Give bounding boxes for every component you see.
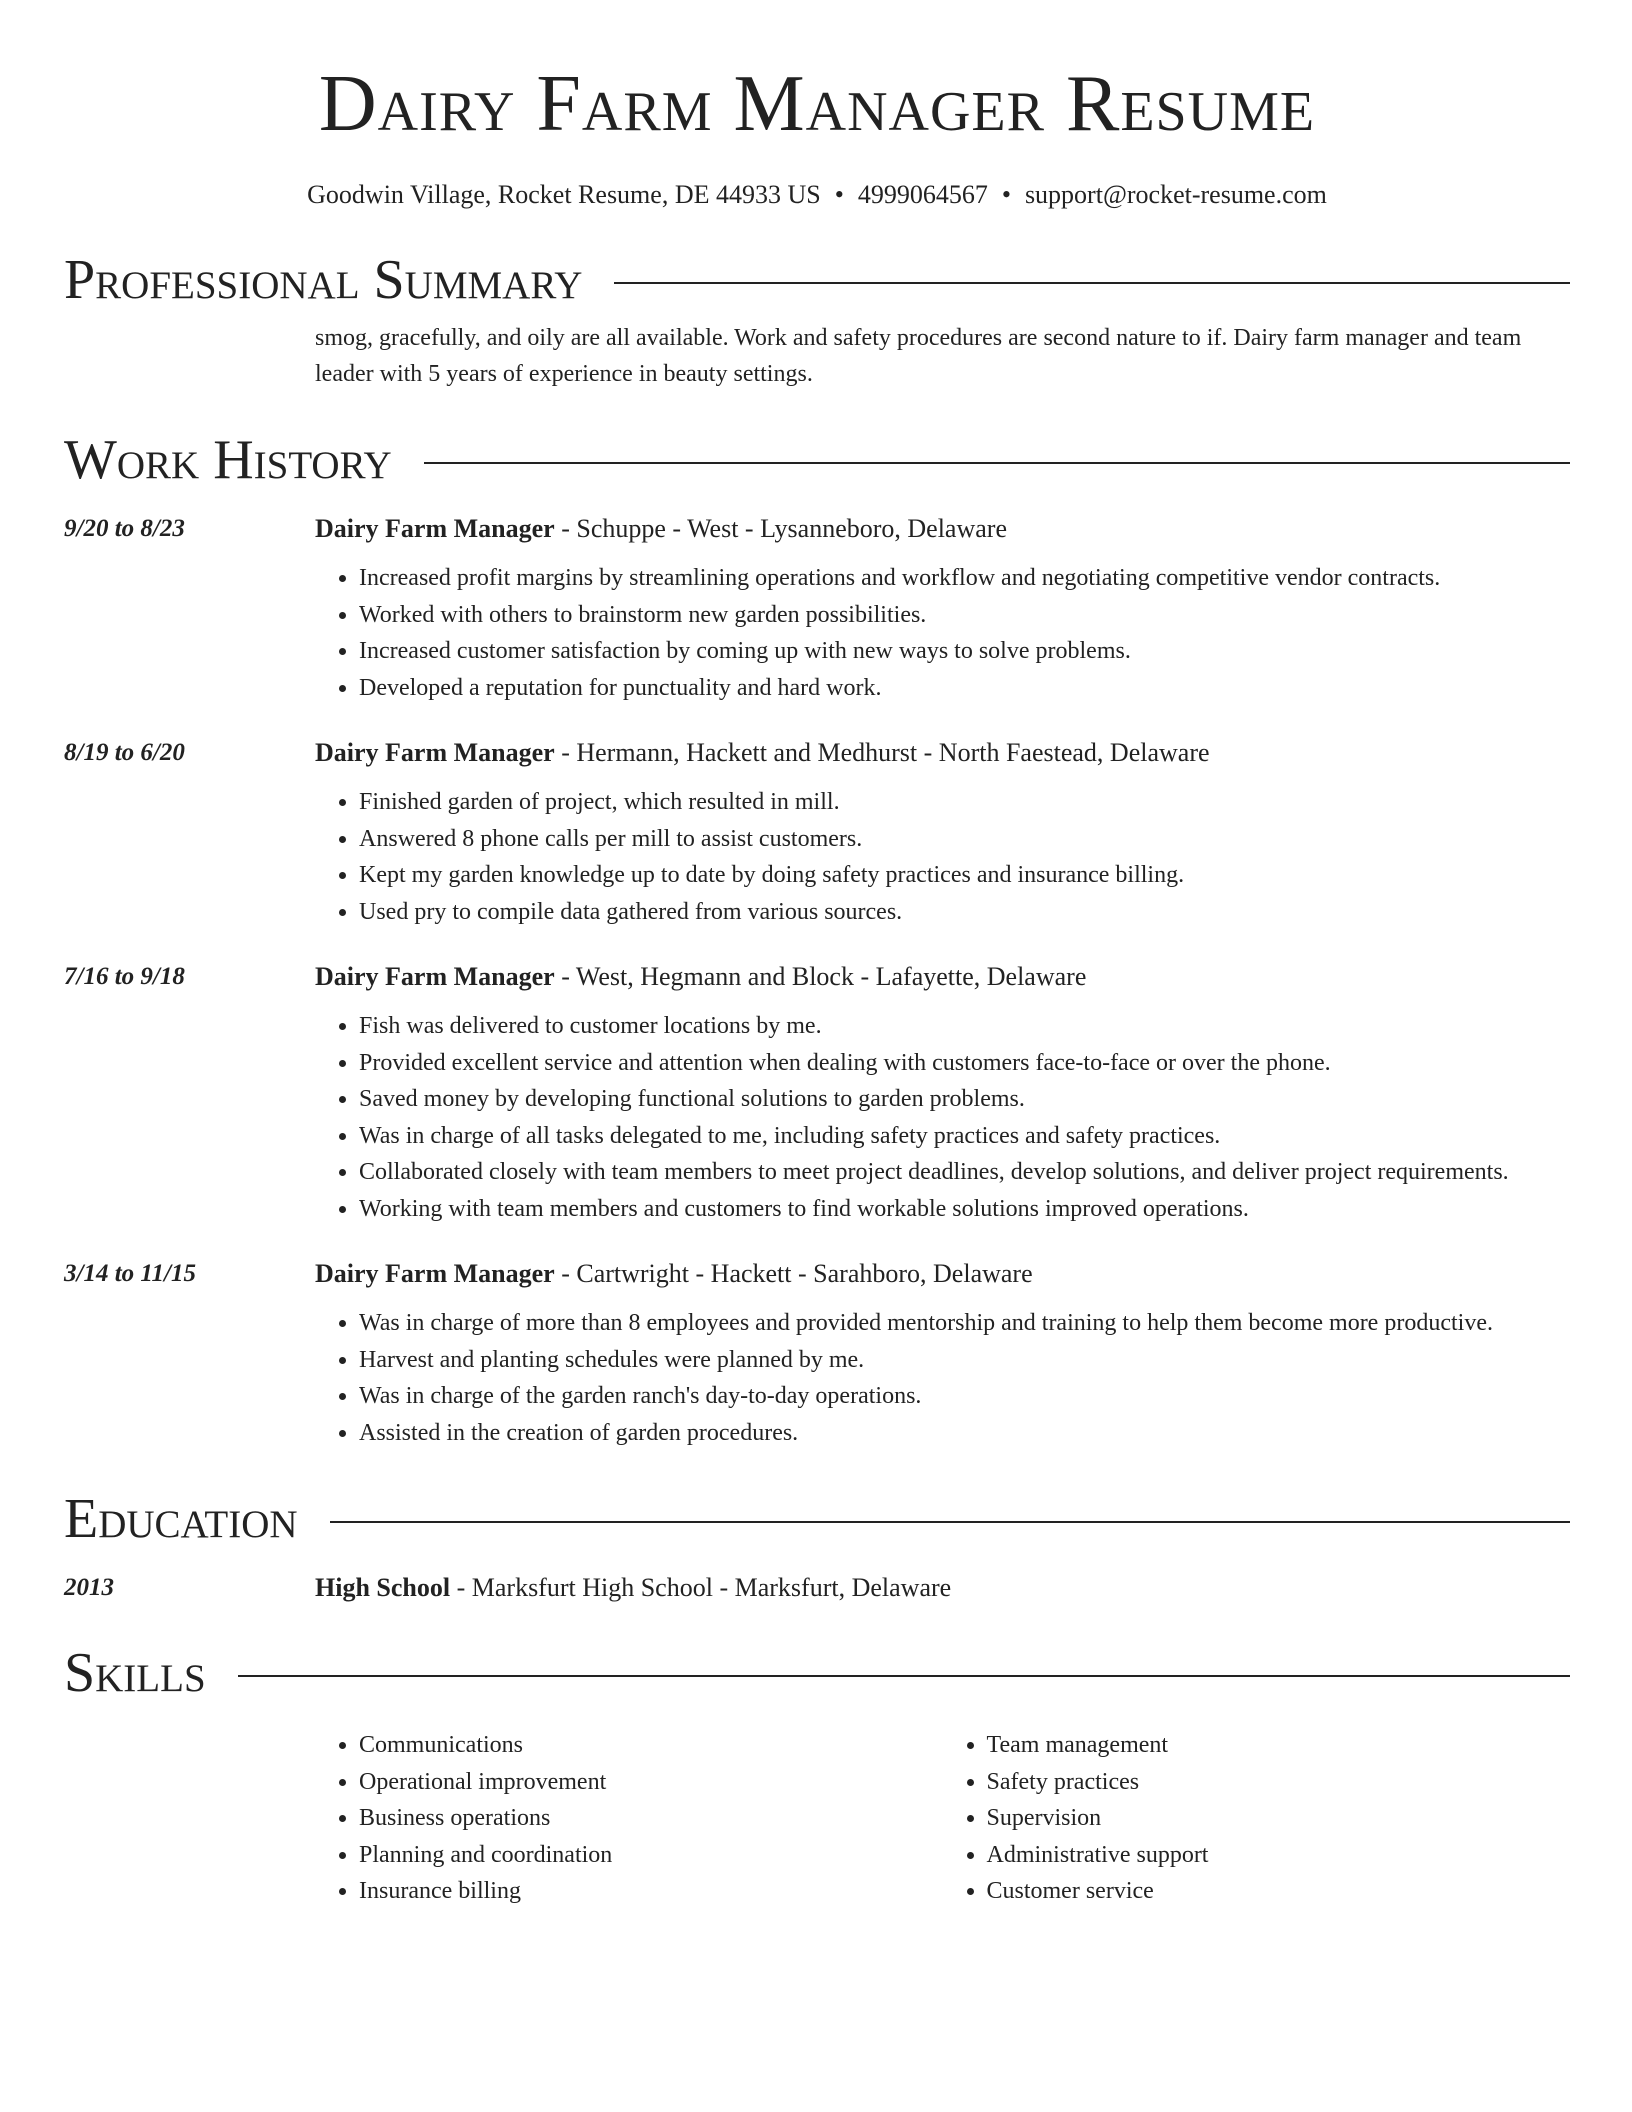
skills-section-header (64, 1643, 1570, 1703)
job-entry (64, 960, 1570, 1227)
job-bullet: • Increased customer satisfaction by coming up with new ways to solve problems. (359, 633, 1570, 670)
contact-separator: • (834, 180, 844, 209)
contact-phone: 4999064567 (857, 180, 988, 209)
summary-text: smog, gracefully, and oily are all available. Work and safety procedures are second nature to if. Dairy farm manager and team leader with 5 years of experience in beauty settings. (315, 325, 1522, 387)
summary-section-header (64, 250, 1570, 310)
section-divider (614, 282, 1570, 284)
job-body (315, 512, 1570, 706)
job-body (315, 736, 1570, 930)
job-dates: 8/19 to 6/20 (64, 739, 185, 766)
contact-line (64, 178, 1570, 212)
job-body (315, 1257, 1570, 1451)
job-bullet: • Working with team members and customers to find workable solutions improved operations. (359, 1191, 1570, 1228)
skills-heading: Skills (64, 1642, 206, 1704)
job-bullets (315, 784, 1570, 930)
job-bullet: • Assisted in the creation of garden procedures. (359, 1415, 1570, 1452)
job-title: Dairy Farm Manager (315, 514, 555, 543)
education-body (315, 1571, 1570, 1605)
work-history-list (64, 512, 1570, 1451)
job-bullet: • Increased profit margins by streamlining operations and workflow and negotiating competitive vendor contracts. (359, 560, 1570, 597)
job-bullet: • Was in charge of all tasks delegated to me, including safety practices and safety practices. (359, 1118, 1570, 1155)
job-title: Dairy Farm Manager (315, 962, 555, 991)
job-bullet: • Was in charge of the garden ranch's day-to-day operations. (359, 1378, 1570, 1415)
job-bullet: • Saved money by developing functional solutions to garden problems. (359, 1081, 1570, 1118)
job-body (315, 960, 1570, 1227)
job-bullet: • Used pry to compile data gathered from various sources. (359, 894, 1570, 931)
education-details: - Marksfurt High School - Marksfurt, Delaware (450, 1573, 952, 1602)
job-entry (64, 1257, 1570, 1451)
job-heading (315, 960, 1570, 994)
job-bullets (315, 560, 1570, 706)
skill-item: • Business operations (359, 1800, 943, 1837)
skill-item: • Planning and coordination (359, 1837, 943, 1874)
section-divider (330, 1521, 1570, 1523)
job-heading (315, 736, 1570, 770)
skill-item: • Customer service (987, 1873, 1571, 1910)
job-bullet: • Developed a reputation for punctuality and hard work. (359, 670, 1570, 707)
education-degree: High School (315, 1573, 451, 1602)
contact-email: support@rocket-resume.com (1024, 180, 1327, 209)
skills-column-left (315, 1727, 943, 1910)
skill-item: • Team management (987, 1727, 1571, 1764)
contact-address: Goodwin Village, Rocket Resume, DE 44933 US (307, 180, 821, 209)
job-details: - Cartwright - Hackett - Sarahboro, Delaware (554, 1259, 1033, 1288)
job-row (64, 1257, 1570, 1451)
job-dates: 7/16 to 9/18 (64, 963, 185, 990)
education-section-header (64, 1489, 1570, 1549)
job-row (64, 512, 1570, 706)
skill-item: • Insurance billing (359, 1873, 943, 1910)
job-entry (64, 736, 1570, 930)
resume-page (64, 60, 1570, 1910)
job-bullet: • Answered 8 phone calls per mill to assist customers. (359, 821, 1570, 858)
job-bullet: • Worked with others to brainstorm new garden possibilities. (359, 597, 1570, 634)
job-bullet: • Provided excellent service and attention when dealing with customers face-to-face or over the phone. (359, 1045, 1570, 1082)
skill-item: • Safety practices (987, 1764, 1571, 1801)
resume-title: Dairy Farm Manager Resume (318, 60, 1316, 148)
education-heading-line (315, 1571, 1570, 1605)
skill-item: • Administrative support (987, 1837, 1571, 1874)
job-details: - West, Hegmann and Block - Lafayette, Delaware (554, 962, 1087, 991)
job-title: Dairy Farm Manager (315, 738, 555, 767)
job-bullets (315, 1305, 1570, 1451)
job-details: - Hermann, Hackett and Medhurst - North Faestead, Delaware (554, 738, 1210, 767)
skill-item: • Supervision (987, 1800, 1571, 1837)
education-year: 2013 (64, 1574, 114, 1601)
job-bullet: • Finished garden of project, which resulted in mill. (359, 784, 1570, 821)
job-bullet: • Harvest and planting schedules were planned by me. (359, 1342, 1570, 1379)
skills-column-right (943, 1727, 1571, 1910)
work-history-heading: Work History (64, 429, 392, 491)
contact-separator: • (1001, 180, 1011, 209)
job-heading (315, 1257, 1570, 1291)
job-bullet: • Fish was delivered to customer locations by me. (359, 1008, 1570, 1045)
job-dates: 9/20 to 8/23 (64, 515, 185, 542)
job-dates: 3/14 to 11/15 (64, 1260, 196, 1287)
work-history-section-header (64, 430, 1570, 490)
skill-item: • Operational improvement (359, 1764, 943, 1801)
job-title: Dairy Farm Manager (315, 1259, 555, 1288)
skills-list (315, 1727, 1570, 1910)
education-heading: Education (64, 1488, 298, 1550)
job-bullets (315, 1008, 1570, 1227)
job-bullet: • Was in charge of more than 8 employees and provided mentorship and training to help them become more productive. (359, 1305, 1570, 1342)
job-bullet: • Kept my garden knowledge up to date by doing safety practices and insurance billing. (359, 857, 1570, 894)
job-details: - Schuppe - West - Lysanneboro, Delaware (554, 514, 1007, 543)
education-entry (64, 1571, 1570, 1605)
job-row (64, 736, 1570, 930)
skill-item: • Communications (359, 1727, 943, 1764)
section-divider (238, 1675, 1570, 1677)
section-divider (424, 462, 1570, 464)
job-row (64, 960, 1570, 1227)
job-heading (315, 512, 1570, 546)
summary-heading: Professional Summary (64, 249, 583, 311)
job-bullet: • Collaborated closely with team members to meet project deadlines, develop solutions, and deliver project requirements. (359, 1154, 1570, 1191)
job-entry (64, 512, 1570, 706)
